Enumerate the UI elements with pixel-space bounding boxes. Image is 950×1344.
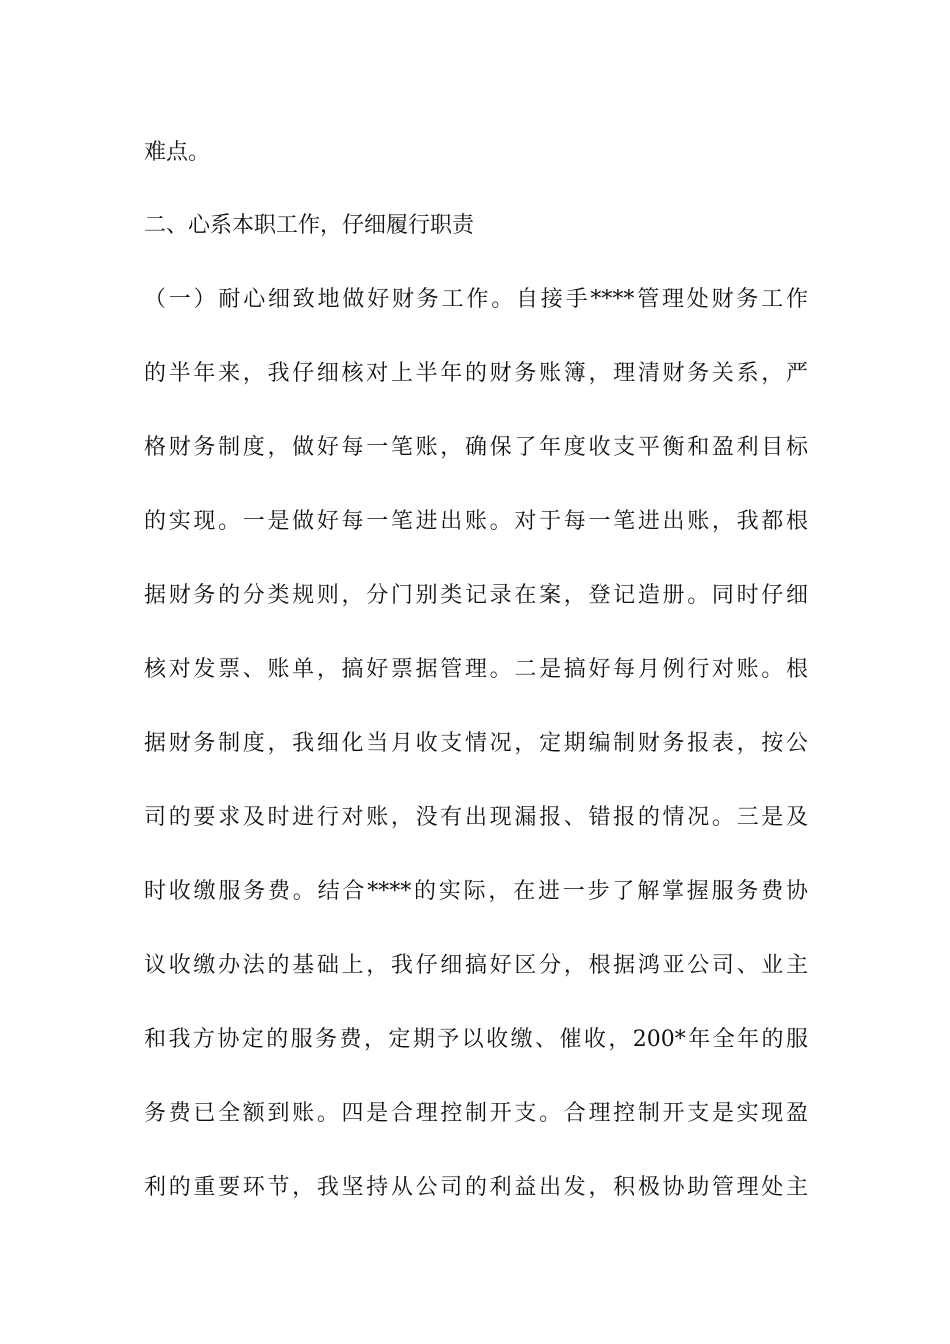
text-line: 利的重要环节，我坚持从公司的利益出发，积极协助管理处主 [144, 1175, 808, 1200]
text-line: 司的要求及时进行对账，没有出现漏报、错报的情况。三是及 [144, 805, 808, 830]
text-line: 据财务的分类规则，分门别类记录在案，登记造册。同时仔细 [144, 583, 808, 608]
text-line: 的半年来，我仔细核对上半年的财务账簿，理清财务关系，严 [144, 361, 808, 386]
text-line: 的实现。一是做好每一笔进出账。对于每一笔进出账，我都根 [144, 509, 808, 534]
text-line: （一）耐心细致地做好财务工作。自接手****管理处财务工作 [144, 287, 808, 312]
text-line: 难点。 [144, 140, 211, 165]
text-line: 议收缴办法的基础上，我仔细搞好区分，根据鸿亚公司、业主 [144, 953, 808, 978]
text-line: 格财务制度，做好每一笔账，确保了年度收支平衡和盈利目标 [144, 435, 808, 460]
text-line: 据财务制度，我细化当月收支情况，定期编制财务报表，按公 [144, 731, 808, 756]
text-line: 核对发票、账单，搞好票据管理。二是搞好每月例行对账。根 [144, 657, 808, 682]
text-line: 时收缴服务费。结合****的实际，在进一步了解掌握服务费协 [144, 879, 808, 904]
text-line: 和我方协定的服务费，定期予以收缴、催收，200*年全年的服 [144, 1027, 808, 1052]
text-line: 务费已全额到账。四是合理控制开支。合理控制开支是实现盈 [144, 1101, 808, 1126]
section-heading: 二、心系本职工作，仔细履行职责 [144, 213, 475, 238]
